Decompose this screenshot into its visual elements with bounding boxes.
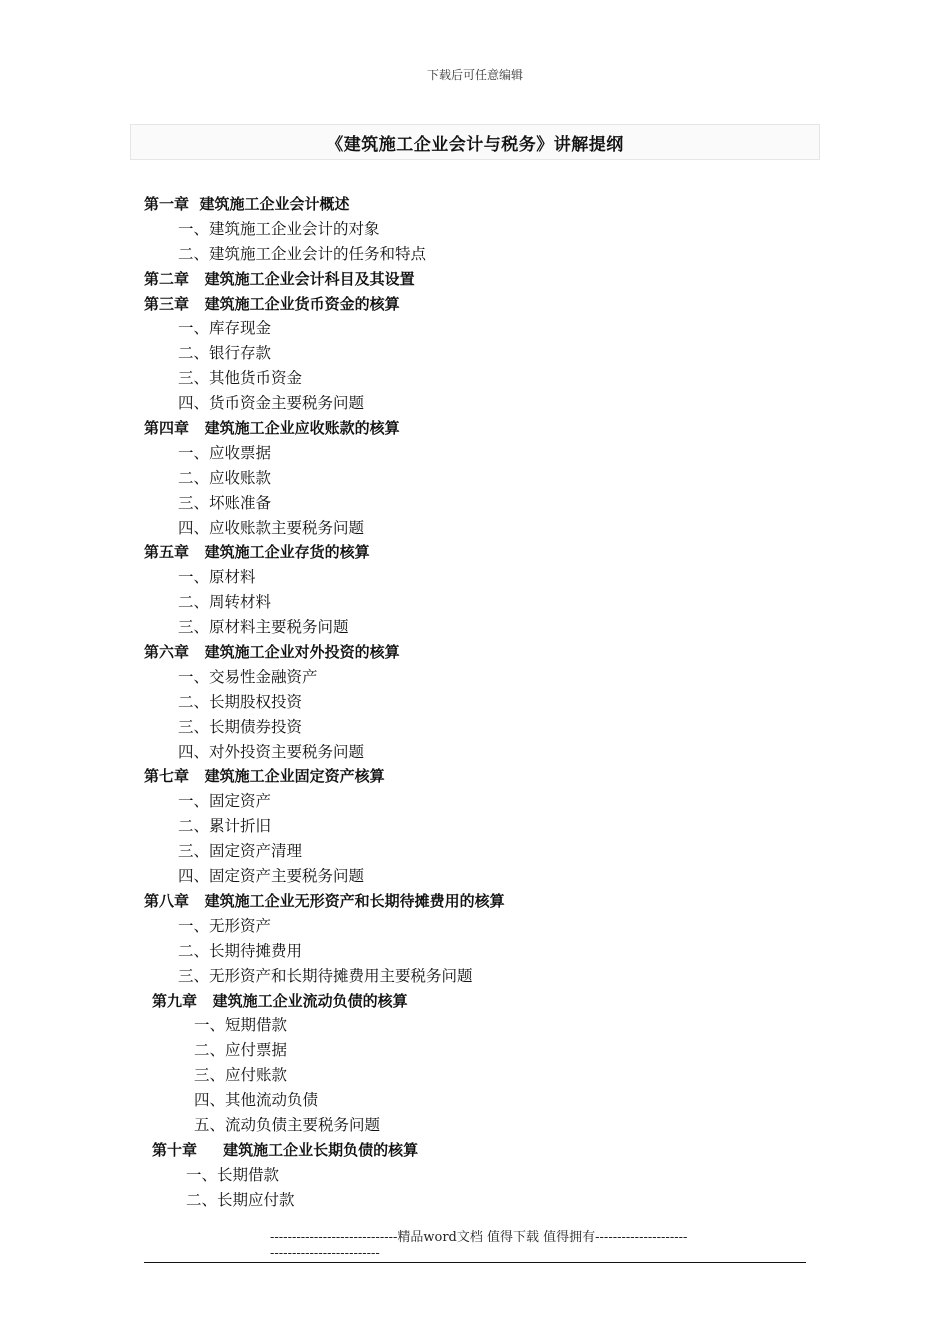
section-item: 二、累计折旧 [178, 817, 272, 836]
document-title-box [130, 124, 820, 160]
section-item: 二、建筑施工企业会计的任务和特点 [178, 244, 427, 263]
section-item: 二、长期待摊费用 [178, 941, 303, 960]
section-item: 三、应付账款 [194, 1066, 288, 1085]
section-item: 三、长期债券投资 [178, 717, 303, 736]
section-item: 四、对外投资主要税务问题 [178, 742, 365, 761]
section-item: 四、固定资产主要税务问题 [178, 867, 365, 886]
section-item: 二、应付票据 [194, 1041, 288, 1060]
section-item: 一、短期借款 [194, 1016, 288, 1035]
chapter-heading: 第七章 建筑施工企业固定资产核算 [144, 767, 385, 786]
chapter-heading: 第二章 建筑施工企业会计科目及其设置 [144, 269, 415, 288]
section-item: 二、应收账款 [178, 468, 272, 487]
section-item: 一、长期借款 [186, 1165, 280, 1184]
chapter-heading: 第五章 建筑施工企业存货的核算 [144, 543, 370, 562]
section-item: 四、货币资金主要税务问题 [178, 394, 365, 413]
section-item: 一、交易性金融资产 [178, 667, 318, 686]
footer-divider [144, 1262, 806, 1263]
section-item: 一、固定资产 [178, 792, 272, 811]
section-item: 二、银行存款 [178, 344, 272, 363]
chapter-heading: 第六章 建筑施工企业对外投资的核算 [144, 643, 400, 662]
section-item: 一、原材料 [178, 568, 256, 587]
chapter-heading: 第十章 建筑施工企业长期负债的核算 [152, 1140, 419, 1159]
section-item: 五、流动负债主要税务问题 [194, 1115, 381, 1134]
section-item: 二、长期股权投资 [178, 692, 303, 711]
section-item: 三、坏账准备 [178, 493, 272, 512]
section-item: 一、库存现金 [178, 319, 272, 338]
section-item: 三、原材料主要税务问题 [178, 618, 349, 637]
section-item: 三、其他货币资金 [178, 369, 303, 388]
header-note: 下载后可任意编辑 [426, 68, 523, 82]
section-item: 二、周转材料 [178, 593, 272, 612]
footer-text: -----------------------------精品word文档 值得下载 值得拥有---------------------------------------------- [270, 1230, 688, 1261]
chapter-heading: 第九章 建筑施工企业流动负债的核算 [152, 991, 408, 1010]
section-item: 一、应收票据 [178, 443, 272, 462]
chapter-heading: 第八章 建筑施工企业无形资产和长期待摊费用的核算 [144, 891, 505, 910]
section-item: 三、无形资产和长期待摊费用主要税务问题 [178, 966, 473, 985]
chapter-heading: 第一章 建筑施工企业会计概述 [144, 195, 350, 213]
section-item: 三、固定资产清理 [178, 842, 303, 861]
section-item: 一、无形资产 [178, 916, 272, 935]
chapter-heading: 第三章 建筑施工企业货币资金的核算 [144, 294, 400, 313]
section-item: 四、其他流动负债 [194, 1091, 319, 1110]
section-item: 二、长期应付款 [186, 1190, 295, 1209]
section-item: 一、建筑施工企业会计的对象 [178, 219, 380, 238]
section-item: 四、应收账款主要税务问题 [178, 518, 365, 537]
chapter-heading: 第四章 建筑施工企业应收账款的核算 [144, 419, 400, 438]
outline-list [0, 192, 950, 1213]
document-title: 《建筑施工企业会计与税务》讲解提纲 [326, 134, 624, 155]
